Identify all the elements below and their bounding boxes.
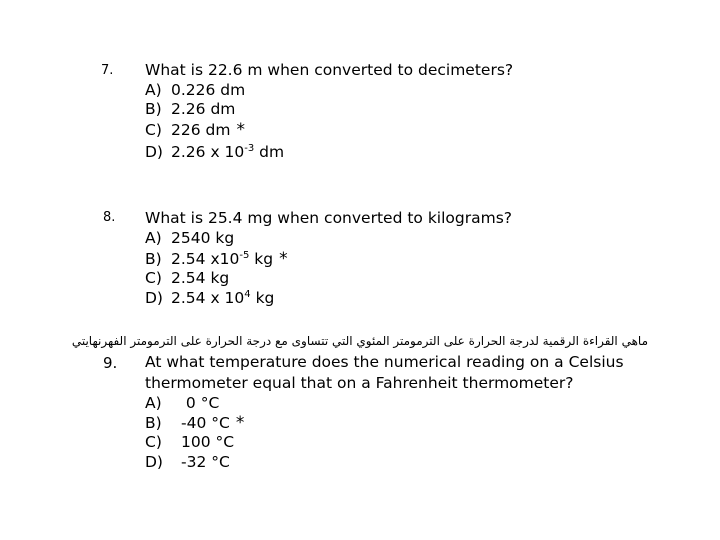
question-9-option-d: [145, 453, 230, 471]
option-text: 2.54 kg: [171, 269, 230, 287]
question-7-option-b: [145, 100, 235, 118]
option-exponent: -3: [244, 143, 255, 154]
option-letter: D): [145, 143, 163, 161]
option-letter: D): [145, 453, 163, 471]
question-8-option-a: [145, 229, 234, 247]
option-text: 2.54 x10: [171, 250, 240, 268]
option-letter: A): [145, 229, 162, 247]
question-9-option-c: [145, 433, 234, 451]
question-9-option-a: [145, 394, 219, 412]
question-8-option-b: [145, 249, 288, 269]
option-letter: B): [145, 250, 162, 268]
option-unit: kg: [249, 250, 274, 268]
question-7-text: What is 22.6 m when converted to decimeters?: [145, 61, 514, 79]
option-text: -40 °C: [181, 414, 230, 432]
option-unit: kg: [250, 289, 275, 307]
question-7-option-a: [145, 81, 245, 99]
option-letter: D): [145, 289, 163, 307]
option-text: 100 °C: [181, 433, 235, 451]
question-8-text: What is 25.4 mg when converted to kilograms?: [145, 209, 513, 227]
question-9-option-b: [145, 413, 244, 433]
option-letter: C): [145, 269, 162, 287]
option-letter: A): [145, 81, 162, 99]
question-9-line-2: thermometer equal that on a Fahrenheit thermometer?: [145, 374, 574, 392]
correct-answer-star: *: [279, 249, 288, 269]
option-text: 2540 kg: [171, 229, 235, 247]
option-exponent: -5: [239, 250, 250, 261]
option-text: -32 °C: [181, 453, 230, 471]
question-8-number: 8.: [103, 210, 116, 225]
correct-answer-star: *: [236, 120, 245, 140]
option-letter: A): [145, 394, 162, 412]
option-letter: C): [145, 433, 162, 451]
option-letter: B): [145, 414, 162, 432]
question-9-text: [145, 352, 624, 394]
option-letter: B): [145, 100, 162, 118]
option-exponent: 4: [244, 289, 251, 300]
question-9-line-1: At what temperature does the numerical reading on a Celsius: [145, 353, 624, 371]
option-letter: C): [145, 121, 162, 139]
question-7-number: 7.: [101, 63, 114, 78]
question-9-number: 9.: [103, 354, 118, 372]
option-text: 0.226 dm: [171, 81, 246, 99]
option-text: 2.26 dm: [171, 100, 236, 118]
correct-answer-star: *: [235, 413, 245, 433]
option-text: 2.26 x 10: [171, 143, 245, 161]
question-8-option-d: [145, 289, 274, 307]
option-unit: dm: [254, 143, 285, 161]
question-8-option-c: [145, 269, 229, 287]
option-text: 0 °C: [181, 394, 220, 412]
question-9-arabic-text: ماهي القراءة الرقمية لدرجة الحرارة على الترمومتر المئوي التي تتساوى مع درجة الحرارة على الترمومتر الفهرنهايتي: [71, 334, 648, 348]
question-7-option-d: [145, 143, 284, 161]
question-7-option-c: [145, 120, 245, 140]
option-text: 226 dm: [171, 121, 231, 139]
option-text: 2.54 x 10: [171, 289, 245, 307]
